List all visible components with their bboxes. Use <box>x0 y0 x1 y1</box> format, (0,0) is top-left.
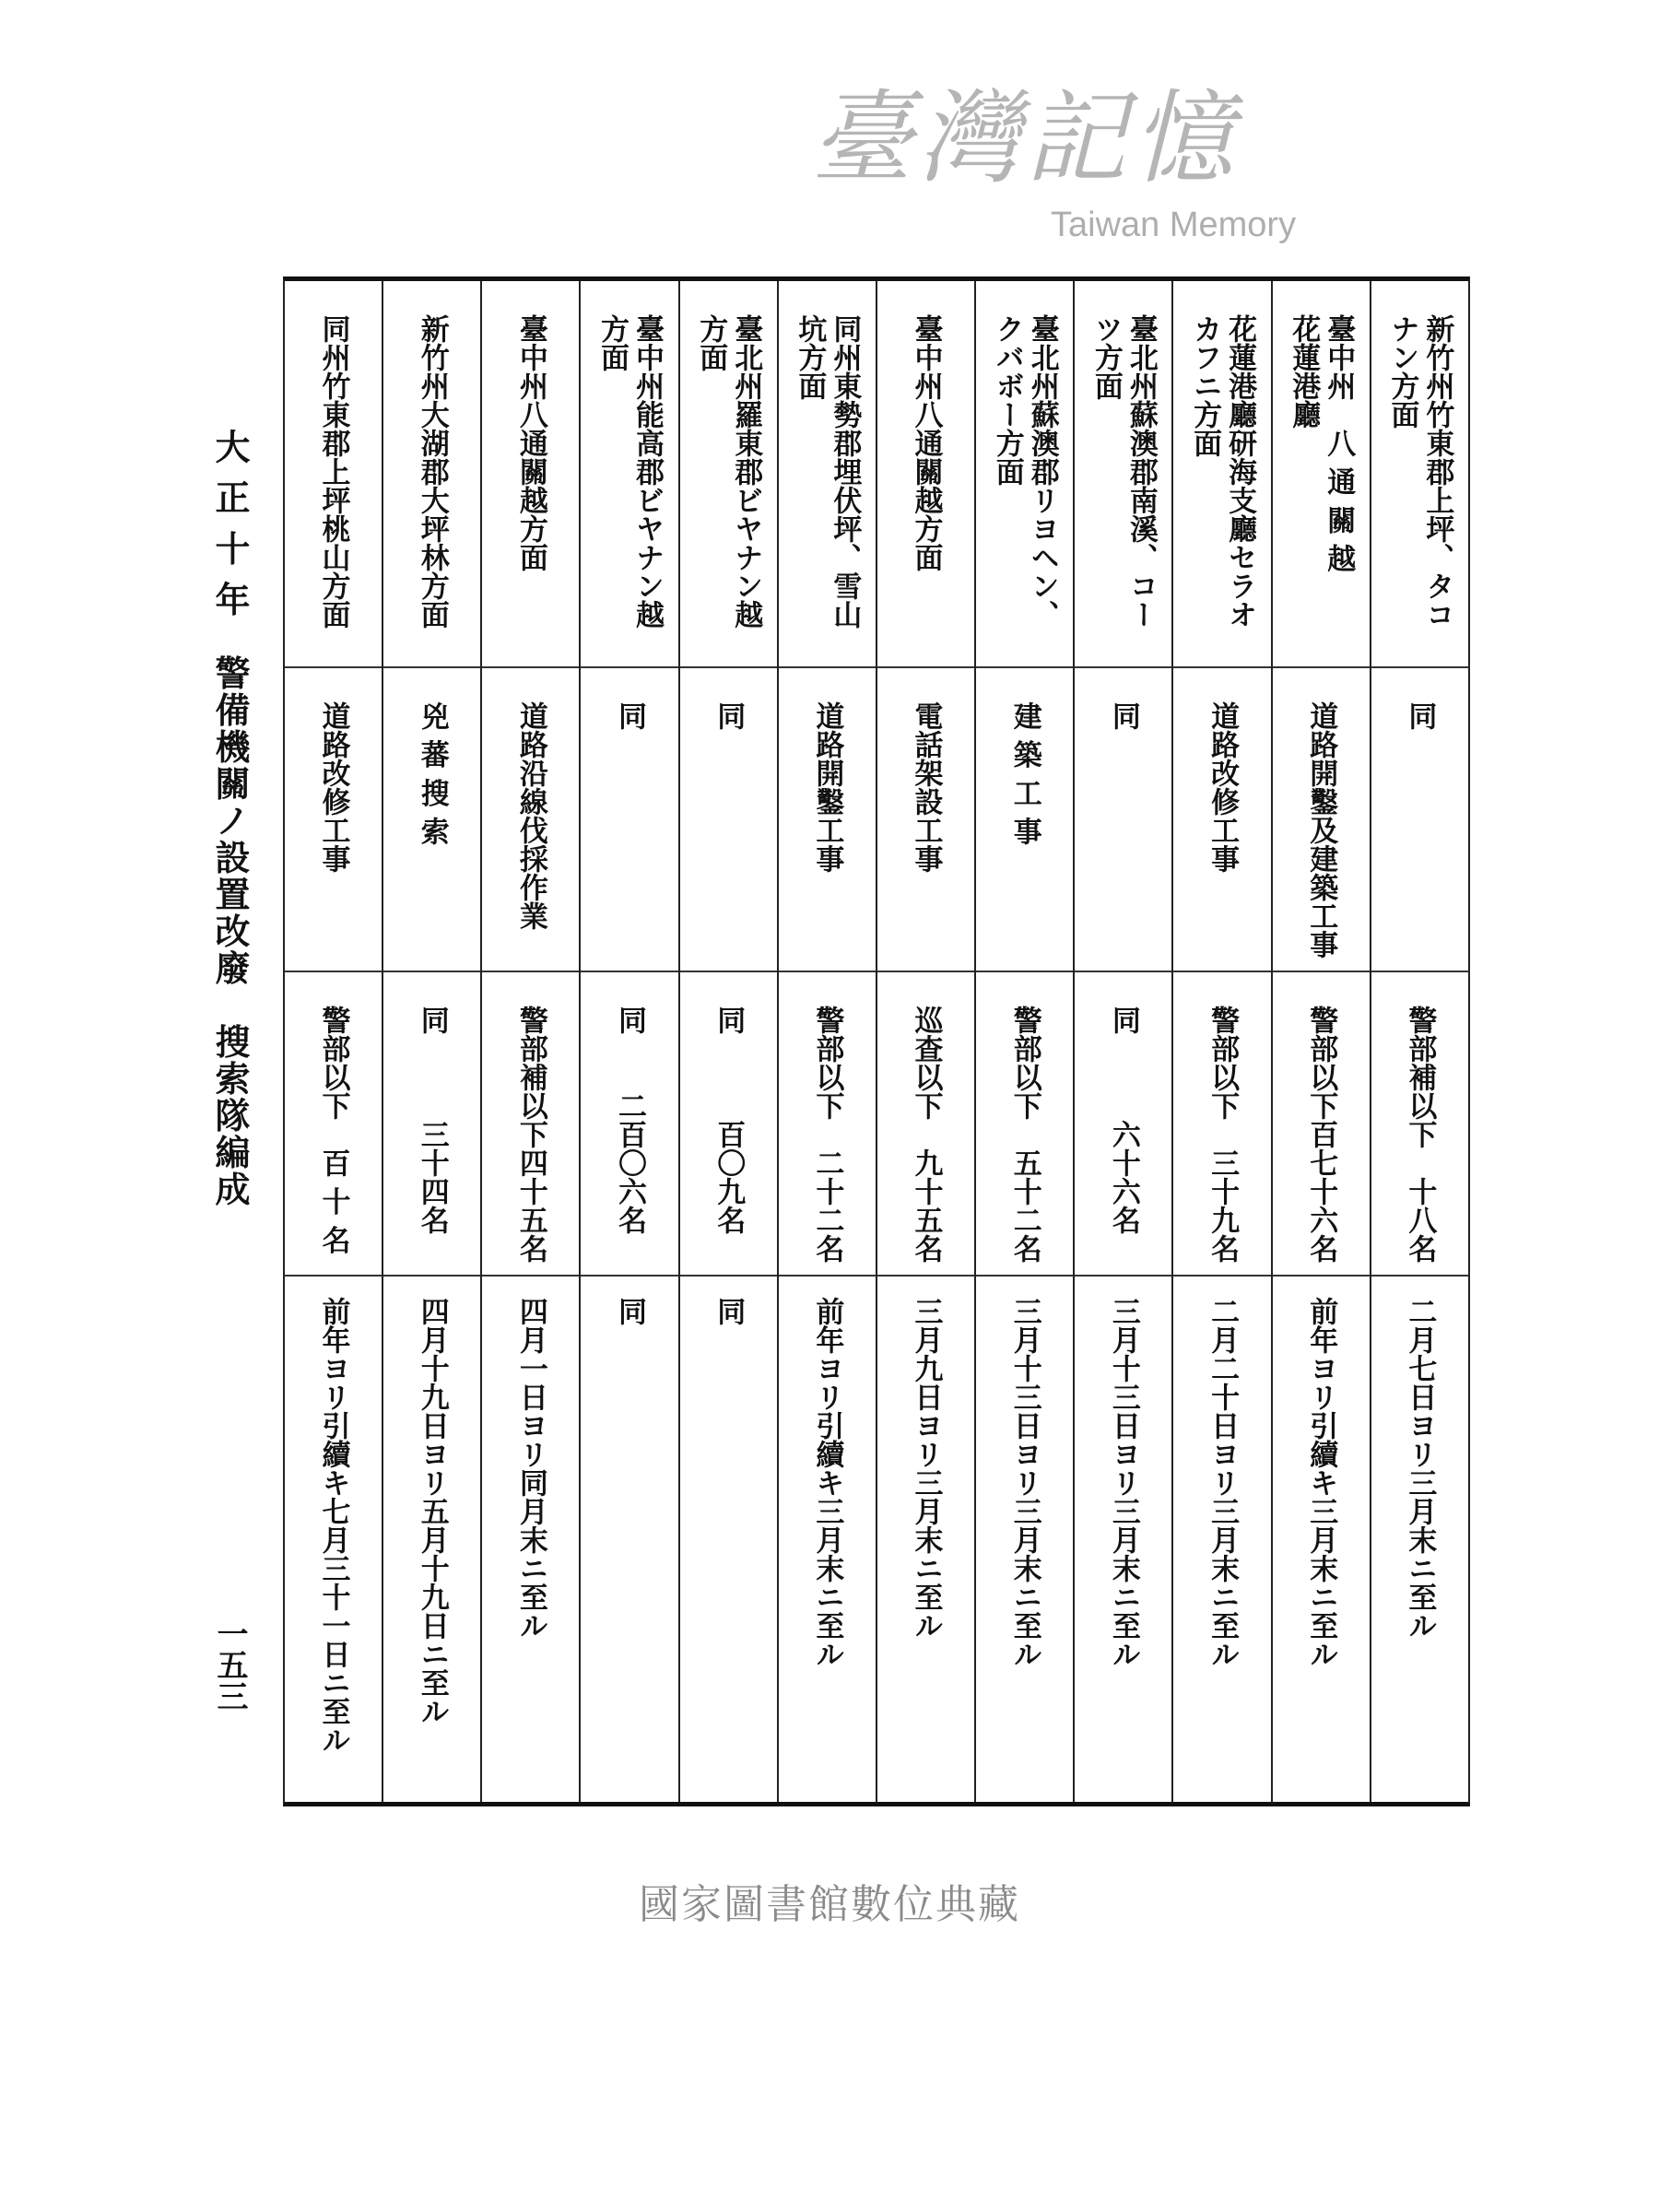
work-cell-text <box>612 701 647 971</box>
place-line: 花蓮港廳研海支廳セラオ <box>1223 314 1257 629</box>
force-cell-text <box>809 1006 844 1275</box>
work-value: 兇 蕃 搜 索 <box>415 701 449 846</box>
force-value: 同 六十六名 <box>1106 1006 1140 1234</box>
place-line: 新竹州大湖郡大坪林方面 <box>415 314 449 629</box>
force-value: 警部以下 三十九名 <box>1206 1006 1240 1263</box>
force-value: 同 二百〇六名 <box>613 1006 647 1234</box>
work-cell-text <box>809 701 844 971</box>
place-line: 同州東勢郡埋伏坪、雪山 <box>828 314 862 629</box>
force-cell-text <box>711 1006 746 1275</box>
force-cell <box>1371 972 1468 1277</box>
force-cell <box>383 972 480 1277</box>
work-value: 同 <box>1106 701 1140 730</box>
force-value: 巡查以下 九十五名 <box>909 1006 943 1263</box>
force-cell <box>976 972 1073 1277</box>
place-line: 臺北州蘇澳郡リヨヘン、 <box>1025 314 1059 629</box>
period-cell <box>1173 1277 1270 1802</box>
place-cell <box>877 281 974 668</box>
work-cell <box>877 668 974 972</box>
work-cell-text <box>909 701 944 971</box>
table-column <box>480 281 579 1802</box>
place-cell <box>285 281 382 668</box>
period-value: 四月一日ヨリ同月末ニ至ル <box>513 1297 547 1640</box>
table-column <box>1171 281 1270 1802</box>
place-cell-text <box>1187 314 1257 666</box>
place-line: 臺北州蘇澳郡南溪、コー <box>1124 314 1158 629</box>
period-value: 同 <box>613 1297 647 1325</box>
place-line: 臺北州羅東郡ビヤナン越 <box>729 314 763 629</box>
place-cell-text <box>1088 314 1159 666</box>
work-value: 道路開鑿工事 <box>810 701 844 873</box>
work-cell-text <box>513 701 548 971</box>
work-cell-text <box>415 701 450 971</box>
place-line: 臺中州八通關越方面 <box>909 314 943 571</box>
place-line: 臺中州八通關越方面 <box>513 314 547 571</box>
force-cell <box>680 972 777 1277</box>
work-value: 同 <box>712 701 746 730</box>
period-cell-text <box>513 1297 548 1802</box>
work-cell-text <box>1106 701 1141 971</box>
period-value: 四月十九日ヨリ五月十九日ニ至ル <box>415 1297 449 1725</box>
period-value: 前年ヨリ引續キ七月三十一日ニ至ル <box>316 1297 350 1754</box>
place-line: 新竹州竹東郡上坪、タコ <box>1420 314 1454 629</box>
period-value: 二月二十日ヨリ三月末ニ至ル <box>1206 1297 1240 1668</box>
place-cell-text <box>513 314 548 666</box>
table-column <box>285 281 382 1802</box>
work-cell <box>581 668 677 972</box>
place-cell <box>1173 281 1270 668</box>
force-cell-text <box>1303 1006 1338 1275</box>
period-cell-text <box>1205 1297 1240 1802</box>
period-cell-text <box>1106 1297 1141 1802</box>
work-value: 道路改修工事 <box>1206 701 1240 873</box>
force-cell <box>1075 972 1171 1277</box>
place-cell <box>976 281 1073 668</box>
period-cell <box>680 1277 777 1802</box>
period-cell <box>976 1277 1073 1802</box>
force-cell-text <box>415 1006 450 1275</box>
place-line: クバボー方面 <box>990 314 1024 486</box>
work-cell <box>1273 668 1370 972</box>
period-cell-text <box>1402 1297 1437 1802</box>
force-cell-text <box>1205 1006 1240 1275</box>
work-cell <box>779 668 876 972</box>
force-cell-text <box>909 1006 944 1275</box>
place-cell-text <box>316 314 351 666</box>
force-value: 警部補以下 十八名 <box>1403 1006 1437 1263</box>
period-cell-text <box>711 1297 746 1802</box>
period-cell-text <box>316 1297 351 1802</box>
period-cell-text <box>909 1297 944 1802</box>
work-value: 道路沿線伐採作業 <box>513 701 547 930</box>
period-value: 三月九日ヨリ三月末ニ至ル <box>909 1297 943 1640</box>
place-line: ツ方面 <box>1088 314 1123 400</box>
place-cell-text <box>1384 314 1454 666</box>
period-cell <box>1075 1277 1171 1802</box>
period-cell <box>482 1277 579 1802</box>
period-value: 三月十三日ヨリ三月末ニ至ル <box>1007 1297 1041 1668</box>
place-cell-text <box>693 314 763 666</box>
search-unit-table <box>283 276 1470 1806</box>
place-cell <box>1371 281 1468 668</box>
force-value: 警部以下 二十二名 <box>810 1006 844 1263</box>
force-value: 同 三十四名 <box>415 1006 449 1234</box>
period-cell <box>285 1277 382 1802</box>
place-cell-text <box>990 314 1060 666</box>
work-cell <box>383 668 480 972</box>
work-value: 電話架設工事 <box>909 701 943 873</box>
work-value: 同 <box>613 701 647 730</box>
watermark-subtext: Taiwan Memory <box>1051 206 1297 244</box>
force-cell <box>285 972 382 1277</box>
place-cell <box>383 281 480 668</box>
force-cell <box>581 972 677 1277</box>
period-cell <box>1273 1277 1370 1802</box>
table-column <box>1271 281 1370 1802</box>
table-column <box>1370 281 1468 1802</box>
work-cell-text <box>1303 701 1338 971</box>
place-line: 方面 <box>595 314 629 371</box>
work-cell <box>1371 668 1468 972</box>
work-cell-text <box>316 701 351 971</box>
period-value: 三月十三日ヨリ三月末ニ至ル <box>1106 1297 1140 1668</box>
work-value: 道路改修工事 <box>316 701 350 873</box>
force-value: 同 百〇九名 <box>712 1006 746 1234</box>
work-cell-text <box>1205 701 1240 971</box>
watermark-logo: 臺灣記憶 <box>811 79 1239 197</box>
force-cell <box>1273 972 1370 1277</box>
work-value: 道路開鑿及建築工事 <box>1304 701 1338 959</box>
period-cell <box>581 1277 677 1802</box>
place-line: 臺中州能高郡ビヤナン越 <box>630 314 665 629</box>
period-cell <box>877 1277 974 1802</box>
work-cell <box>1173 668 1270 972</box>
force-cell-text <box>612 1006 647 1275</box>
period-cell-text <box>1303 1297 1338 1802</box>
period-cell <box>1371 1277 1468 1802</box>
force-cell <box>877 972 974 1277</box>
table-column <box>974 281 1073 1802</box>
work-cell-text <box>1402 701 1437 971</box>
work-cell-text <box>711 701 746 971</box>
running-header: 大 正 十 年 警備機關ノ設置改廢 搜索隊編成 <box>209 429 251 1208</box>
work-cell <box>285 668 382 972</box>
place-cell <box>581 281 677 668</box>
place-cell <box>1075 281 1171 668</box>
period-cell-text <box>1007 1297 1042 1802</box>
place-cell-text <box>415 314 450 666</box>
force-value: 警部補以下四十五名 <box>513 1006 547 1263</box>
table-column <box>579 281 677 1802</box>
period-cell <box>779 1277 876 1802</box>
place-line: ナン方面 <box>1385 314 1419 429</box>
place-line: 方面 <box>694 314 728 371</box>
period-cell <box>383 1277 480 1802</box>
work-cell-text <box>1007 701 1042 971</box>
work-value: 建 築 工 事 <box>1007 701 1041 846</box>
table-column <box>876 281 974 1802</box>
place-cell-text <box>1286 314 1356 666</box>
force-cell <box>1173 972 1270 1277</box>
period-cell-text <box>612 1297 647 1802</box>
period-value: 前年ヨリ引續キ三月末ニ至ル <box>1304 1297 1338 1668</box>
place-line: 坑方面 <box>793 314 827 400</box>
work-cell <box>1075 668 1171 972</box>
table-column <box>382 281 480 1802</box>
period-value: 同 <box>712 1297 746 1325</box>
work-cell <box>482 668 579 972</box>
place-cell <box>1273 281 1370 668</box>
force-cell-text <box>1007 1006 1042 1275</box>
place-cell <box>779 281 876 668</box>
place-cell <box>680 281 777 668</box>
work-cell <box>976 668 1073 972</box>
table-column <box>678 281 777 1802</box>
force-cell <box>482 972 579 1277</box>
place-cell-text <box>909 314 944 666</box>
force-cell-text <box>513 1006 548 1275</box>
force-cell-text <box>1402 1006 1437 1275</box>
place-line: 花蓮港廳 <box>1287 314 1321 429</box>
force-cell <box>779 972 876 1277</box>
place-line: 同州竹東郡上坪桃山方面 <box>316 314 350 629</box>
work-cell <box>680 668 777 972</box>
period-value: 二月七日ヨリ三月末ニ至ル <box>1403 1297 1437 1640</box>
work-value: 同 <box>1403 701 1437 730</box>
place-cell-text <box>792 314 862 666</box>
table-column <box>777 281 876 1802</box>
table-column <box>1073 281 1171 1802</box>
force-cell-text <box>1106 1006 1141 1275</box>
page-number: 一五三 <box>211 1618 248 1712</box>
force-value: 警部以下百七十六名 <box>1304 1006 1338 1263</box>
force-value: 警部以下 百 十 名 <box>316 1006 350 1254</box>
place-cell-text <box>594 314 665 666</box>
place-line: カフニ方面 <box>1188 314 1222 457</box>
force-cell-text <box>316 1006 351 1275</box>
place-line: 臺中州 八 通 關 越 <box>1322 314 1356 573</box>
place-cell <box>482 281 579 668</box>
period-cell-text <box>415 1297 450 1802</box>
footer-credit: 國家圖書館數位典藏 <box>639 1881 1020 1928</box>
force-value: 警部以下 五十二名 <box>1007 1006 1041 1263</box>
period-value: 前年ヨリ引續キ三月末ニ至ル <box>810 1297 844 1668</box>
period-cell-text <box>809 1297 844 1802</box>
